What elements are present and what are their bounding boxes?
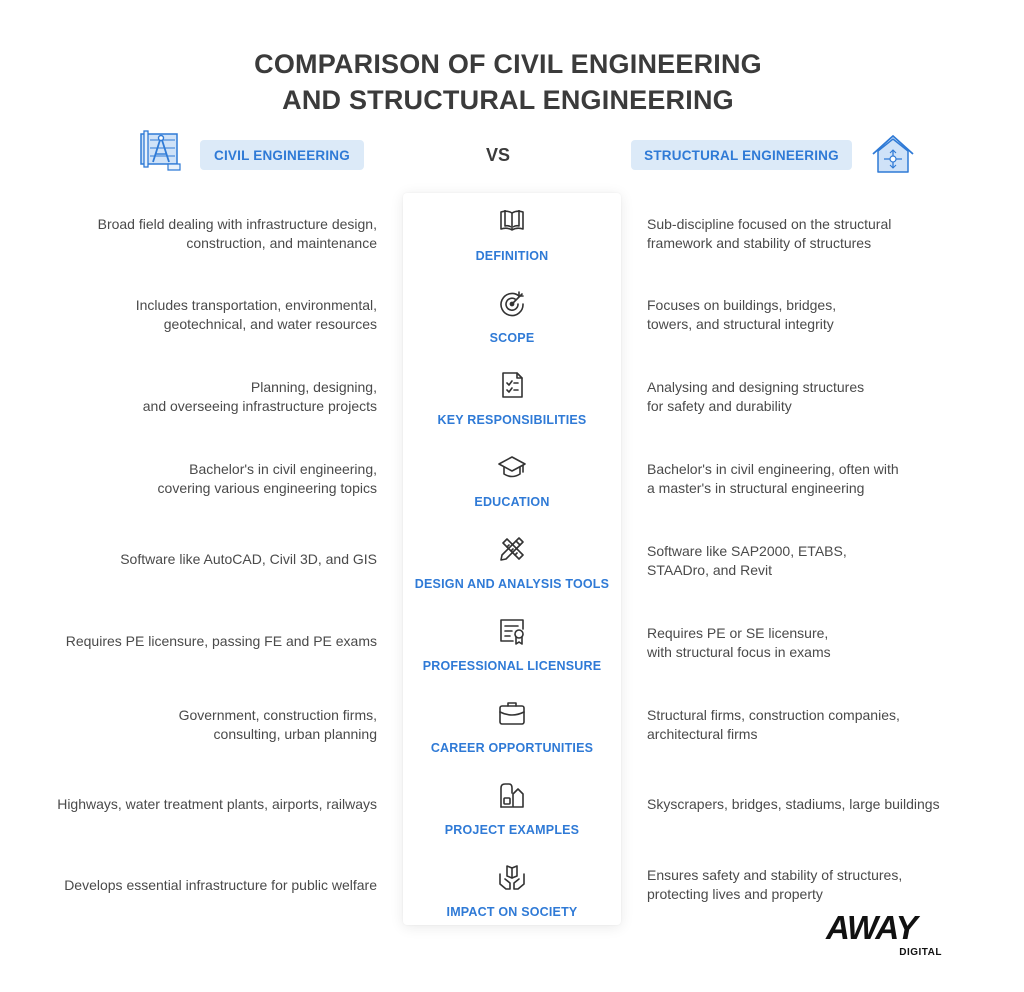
shapes-icon bbox=[497, 780, 527, 810]
category-label: IMPACT ON SOCIETY bbox=[446, 905, 578, 919]
comparison-row-education bbox=[0, 446, 1024, 528]
category-label: KEY RESPONSIBILITIES bbox=[437, 413, 587, 427]
category-impact bbox=[403, 862, 621, 919]
structural-line: Structural firms, construction companies, bbox=[647, 707, 900, 723]
structural-text bbox=[647, 378, 977, 416]
comparison-row-key-responsibilities bbox=[0, 364, 1024, 446]
structural-text bbox=[647, 624, 977, 662]
design-tools-icon bbox=[497, 534, 527, 564]
civil-text bbox=[17, 632, 377, 651]
civil-line: covering various engineering topics bbox=[157, 480, 377, 496]
structural-line: for safety and durability bbox=[647, 398, 792, 414]
page-title bbox=[0, 46, 1016, 118]
category-label: SCOPE bbox=[489, 331, 535, 345]
category-label: PROJECT EXAMPLES bbox=[444, 823, 580, 837]
house-structure-icon bbox=[870, 132, 916, 178]
civil-line: Highways, water treatment plants, airports, railways bbox=[57, 796, 377, 812]
civil-text bbox=[17, 876, 377, 895]
drafting-compass-icon bbox=[137, 128, 183, 174]
structural-line: framework and stability of structures bbox=[647, 235, 872, 251]
away-digital-logo bbox=[826, 909, 946, 958]
civil-line: Develops essential infrastructure for public welfare bbox=[64, 877, 377, 893]
structural-line: protecting lives and property bbox=[647, 886, 823, 902]
briefcase-icon bbox=[497, 698, 527, 728]
civil-line: Software like AutoCAD, Civil 3D, and GIS bbox=[120, 551, 377, 567]
civil-line: geotechnical, and water resources bbox=[163, 316, 377, 332]
vs-label: VS bbox=[485, 145, 510, 165]
checklist-icon bbox=[497, 370, 527, 400]
civil-text bbox=[17, 460, 377, 498]
civil-engineering-header: CIVIL ENGINEERING bbox=[200, 140, 364, 170]
civil-line: construction, and maintenance bbox=[186, 235, 377, 251]
certificate-icon bbox=[497, 616, 527, 646]
structural-line: Sub-discipline focused on the structural bbox=[647, 216, 892, 232]
category-definition bbox=[403, 206, 621, 263]
category-project-examples bbox=[403, 780, 621, 837]
category-label: DEFINITION bbox=[475, 249, 549, 263]
structural-line: Analysing and designing structures bbox=[647, 379, 865, 395]
book-icon bbox=[497, 206, 527, 236]
structural-text bbox=[647, 542, 977, 580]
title-line-2: AND STRUCTURAL ENGINEERING bbox=[282, 85, 734, 115]
logo-subtitle: DIGITAL bbox=[899, 947, 942, 958]
category-education bbox=[403, 452, 621, 509]
category-key-responsibilities bbox=[403, 370, 621, 427]
structural-line: Ensures safety and stability of structures, bbox=[647, 867, 903, 883]
logo-wordmark: AWAY bbox=[826, 909, 917, 946]
category-label: PROFESSIONAL LICENSURE bbox=[422, 659, 602, 673]
comparison-row-career bbox=[0, 692, 1024, 774]
civil-line: Requires PE licensure, passing FE and PE exams bbox=[65, 633, 377, 649]
structural-line: a master's in structural engineering bbox=[647, 480, 865, 496]
category-licensure bbox=[403, 616, 621, 673]
civil-line: Government, construction firms, bbox=[178, 707, 377, 723]
civil-line: Bachelor's in civil engineering, bbox=[189, 461, 377, 477]
hands-book-icon bbox=[497, 862, 527, 892]
civil-line: Broad field dealing with infrastructure design, bbox=[97, 216, 377, 232]
structural-line: with structural focus in exams bbox=[647, 644, 831, 660]
structural-line: Requires PE or SE licensure, bbox=[647, 625, 829, 641]
category-label: DESIGN AND ANALYSIS TOOLS bbox=[414, 577, 610, 591]
comparison-row-design-tools bbox=[0, 528, 1024, 610]
structural-line: Software like SAP2000, ETABS, bbox=[647, 543, 847, 559]
category-scope bbox=[403, 288, 621, 345]
civil-text bbox=[17, 215, 377, 253]
category-label: EDUCATION bbox=[474, 495, 550, 509]
structural-line: Bachelor's in civil engineering, often with bbox=[647, 461, 899, 477]
structural-line: Skyscrapers, bridges, stadiums, large buildings bbox=[647, 796, 940, 812]
comparison-row-scope bbox=[0, 282, 1024, 364]
civil-text bbox=[17, 296, 377, 334]
target-icon bbox=[497, 288, 527, 318]
structural-engineering-header: STRUCTURAL ENGINEERING bbox=[631, 140, 852, 170]
structural-line: STAADro, and Revit bbox=[647, 562, 773, 578]
comparison-row-definition bbox=[0, 200, 1024, 282]
civil-line: and overseeing infrastructure projects bbox=[142, 398, 377, 414]
structural-line: architectural firms bbox=[647, 726, 758, 742]
title-line-1: COMPARISON OF CIVIL ENGINEERING bbox=[254, 49, 762, 79]
graduation-cap-icon bbox=[497, 452, 527, 482]
civil-text bbox=[17, 795, 377, 814]
comparison-row-licensure bbox=[0, 610, 1024, 692]
category-career bbox=[403, 698, 621, 755]
civil-line: consulting, urban planning bbox=[213, 726, 377, 742]
civil-line: Includes transportation, environmental, bbox=[135, 297, 377, 313]
structural-line: towers, and structural integrity bbox=[647, 316, 834, 332]
structural-text bbox=[647, 460, 977, 498]
structural-line: Focuses on buildings, bridges, bbox=[647, 297, 837, 313]
comparison-row-project-examples bbox=[0, 774, 1024, 856]
structural-text bbox=[647, 296, 977, 334]
structural-text bbox=[647, 866, 977, 904]
civil-text bbox=[17, 378, 377, 416]
civil-text bbox=[17, 706, 377, 744]
structural-text bbox=[647, 795, 977, 814]
category-label: CAREER OPPORTUNITIES bbox=[430, 741, 594, 755]
civil-line: Planning, designing, bbox=[250, 379, 377, 395]
structural-text bbox=[647, 706, 977, 744]
category-design-tools bbox=[403, 534, 621, 591]
civil-text bbox=[17, 550, 377, 569]
structural-text bbox=[647, 215, 977, 253]
